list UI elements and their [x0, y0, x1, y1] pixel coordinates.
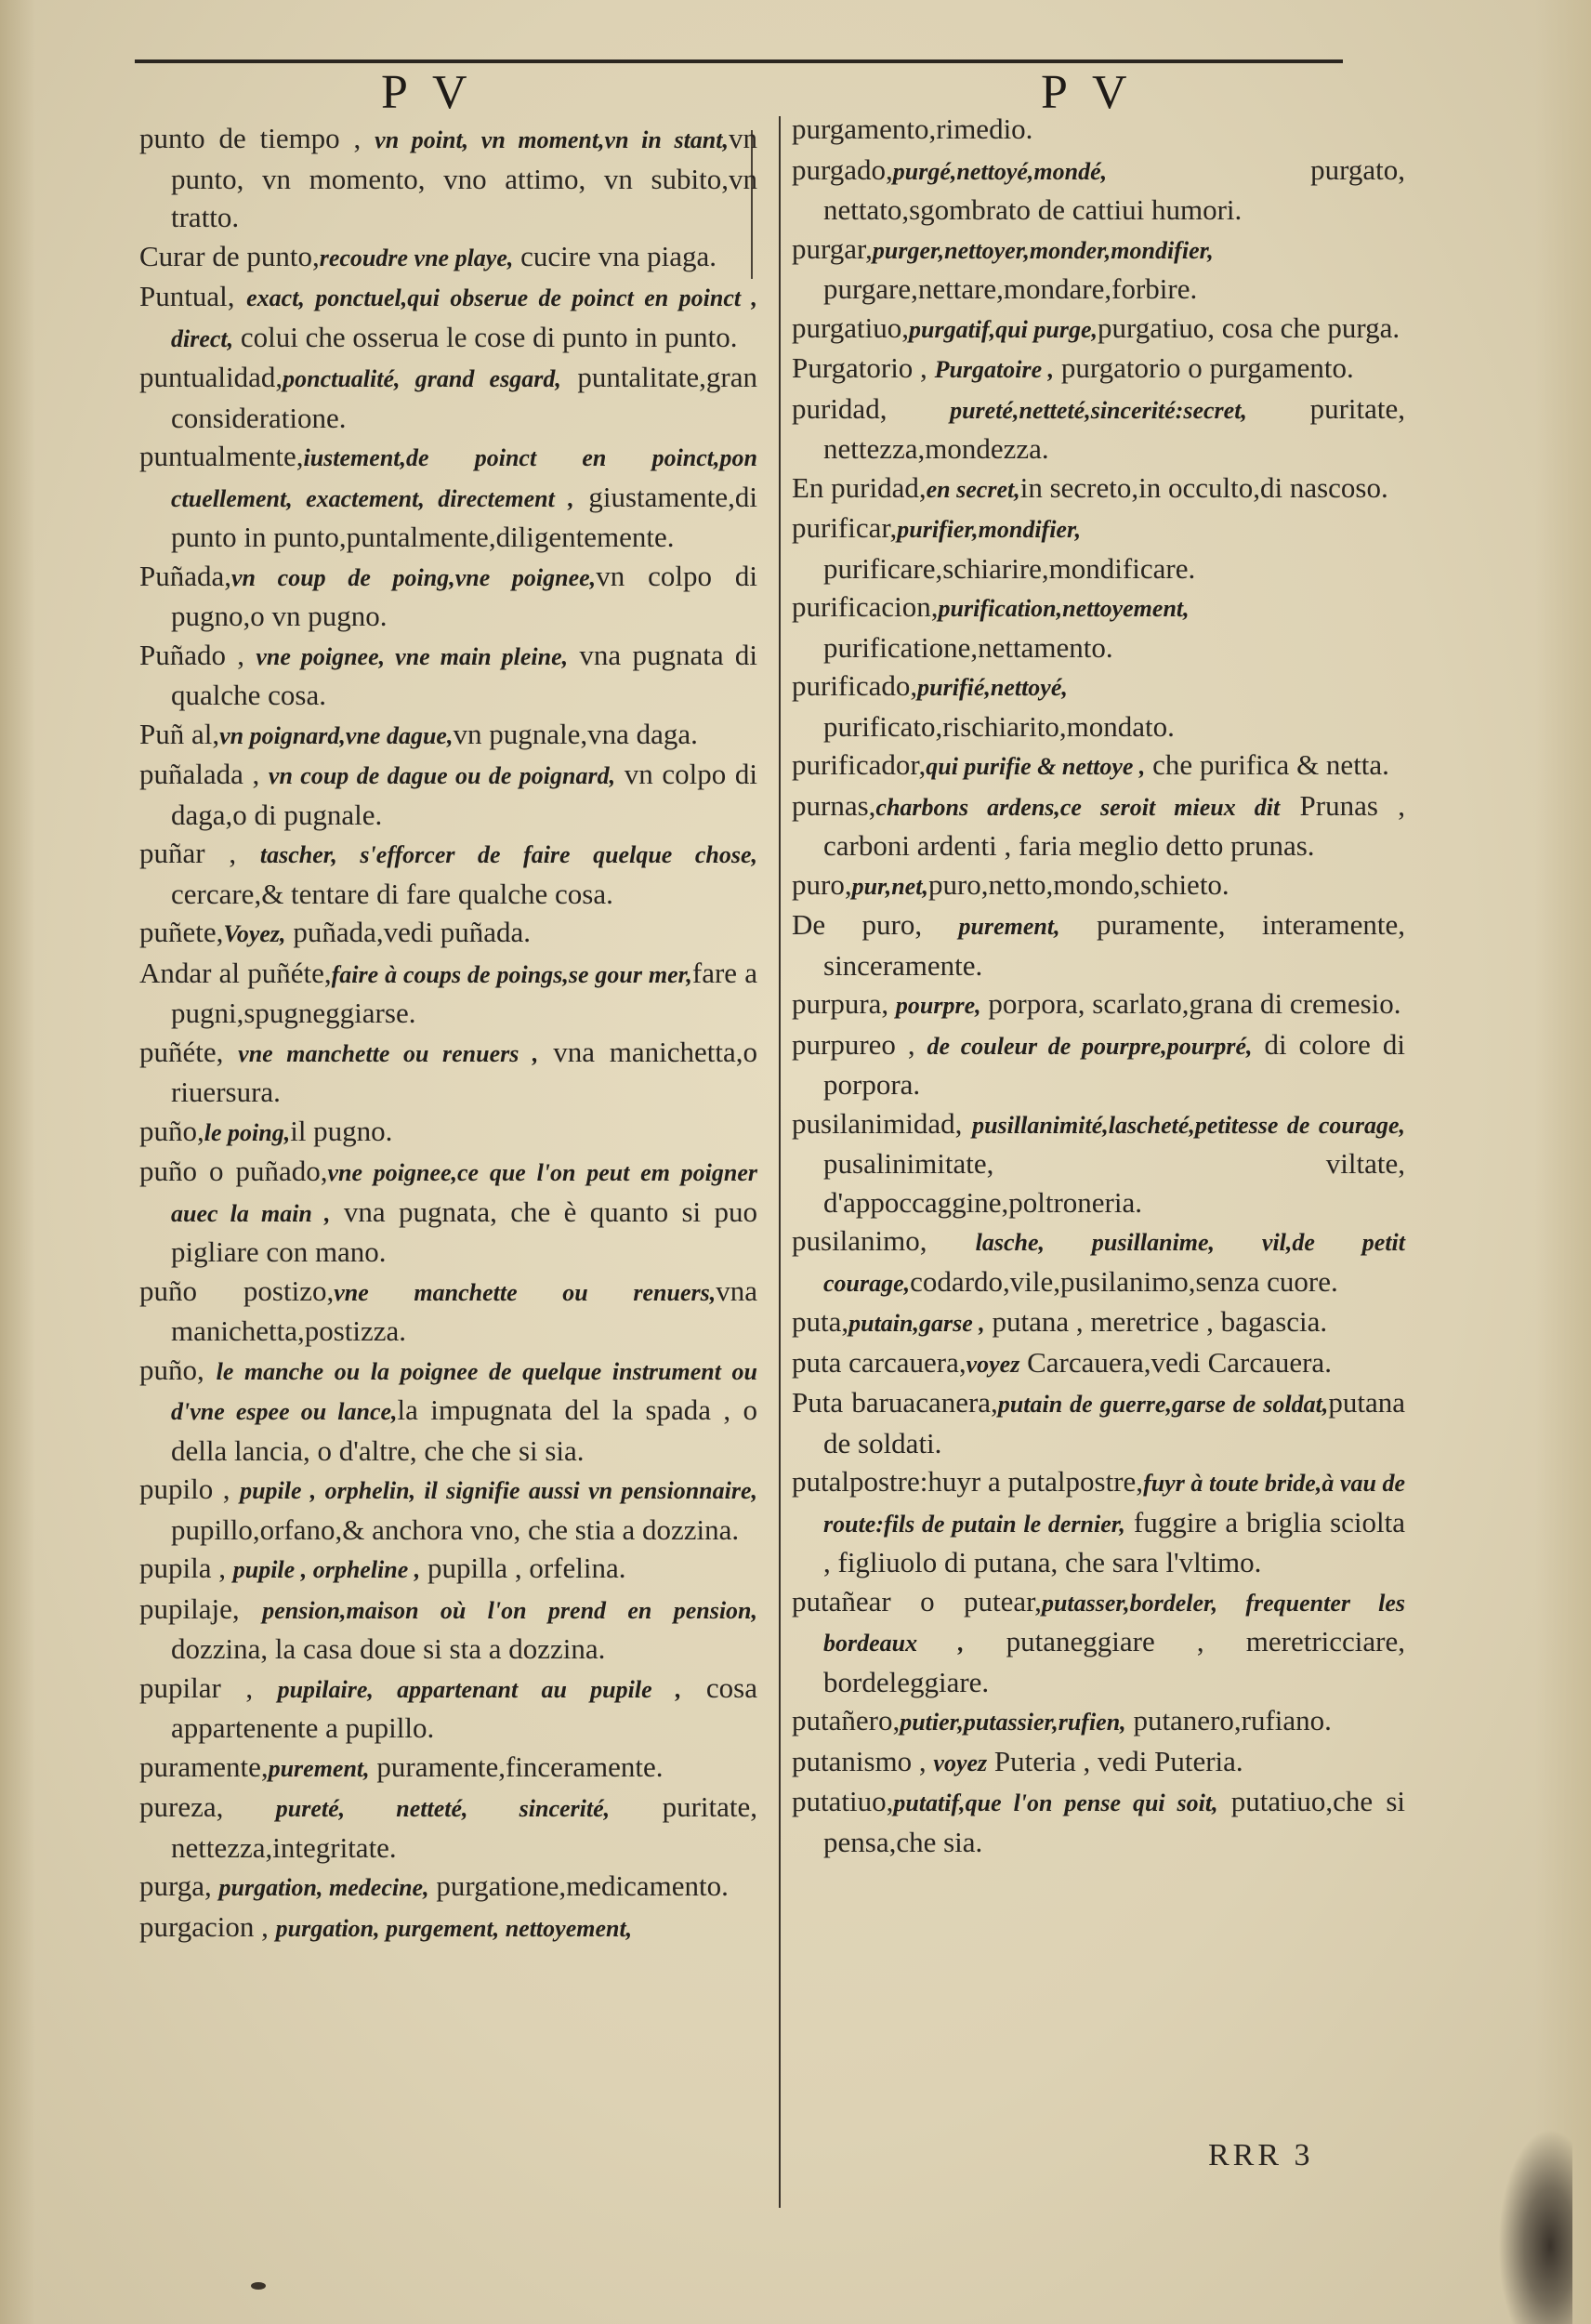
entry-french: de couleur de pourpre,pourpré,: [927, 1032, 1253, 1060]
dictionary-entry: [792, 588, 1405, 667]
entry-french: putatif,que l'on pense qui soit,: [893, 1789, 1218, 1816]
dictionary-entry: [139, 119, 757, 237]
entry-italian: il pugno.: [290, 1114, 393, 1147]
entry-lemma: En puridad,: [792, 470, 927, 504]
top-rule: [135, 59, 1343, 63]
dictionary-entry: [792, 1221, 1405, 1302]
dictionary-entry: [139, 358, 757, 437]
dictionary-entry: [792, 151, 1405, 230]
entry-french: pourpre,: [895, 992, 981, 1019]
dictionary-entry: [139, 636, 757, 715]
entry-french: pupile , orpheline ,: [232, 1556, 421, 1583]
entry-french: purification,nettoyement,: [938, 595, 1190, 622]
entry-french: vne poignee,ce que l'on peut em poigner auec la main ,: [171, 1159, 757, 1227]
entry-italian: vn punto, vn momento, vno attimo, vn subito,vn tratto.: [171, 122, 757, 233]
entry-french: purgation, medecine,: [218, 1874, 429, 1901]
entry-italian: la impugnata del la spada , o della lancia, o d'altre, che che si sia.: [171, 1393, 757, 1467]
entry-lemma: Andar al puñéte,: [139, 956, 332, 989]
dictionary-entry: [139, 1867, 757, 1908]
entry-lemma: putatiuo,: [792, 1785, 894, 1817]
entry-italian: vn colpo di pugno,o vn pugno.: [171, 559, 757, 632]
dictionary-entry: [792, 390, 1405, 469]
entry-italian: Prunas , carboni ardenti , faria meglio detto prunas.: [823, 788, 1405, 862]
entry-french: vne manchette ou renuers,: [334, 1278, 717, 1306]
entry-italian: puritate, nettezza,integritate.: [171, 1790, 757, 1864]
entry-italian: purgatiuo, cosa che purga.: [1098, 310, 1400, 344]
entry-french: pureté,netteté,sincerité:secret,: [950, 396, 1247, 424]
entry-lemma: puñéte,: [139, 1035, 239, 1068]
entry-french: recoudre vne playe,: [319, 244, 514, 271]
entry-italian: pupillo,orfano,& anchora vno, che stia a dozzina.: [171, 1512, 740, 1546]
entry-french: voyez: [966, 1350, 1020, 1378]
entry-french: vn coup de dague ou de poignard,: [268, 762, 616, 789]
entry-lemma: putalpostre:huyr a putalpostre,: [792, 1465, 1144, 1498]
dictionary-entry: [139, 1272, 757, 1351]
entry-french: putier,putassier,rufien,: [900, 1709, 1126, 1736]
entry-lemma: puño,: [139, 1114, 204, 1147]
entry-italian: vn pugnale,vna daga.: [453, 717, 698, 750]
entry-french: pupile , orphelin, il signifie aussi vn pensionnaire,: [240, 1477, 757, 1504]
dictionary-entry: [792, 349, 1405, 390]
entry-french: vn poignard,vne dague,: [219, 721, 454, 749]
entry-italian: porpora, scarlato,grana di cremesio.: [980, 987, 1401, 1020]
entry-lemma: puta carcauera,: [792, 1345, 966, 1379]
entry-lemma: De puro,: [792, 908, 959, 941]
entry-lemma: purgar,: [792, 231, 873, 265]
entry-french: vne poignee, vne main pleine,: [256, 642, 569, 670]
dictionary-entry: [139, 1669, 757, 1748]
entry-lemma: pusilanimidad,: [792, 1106, 973, 1140]
entry-french: purgatif,qui purge,: [909, 315, 1098, 343]
dictionary-entry: [792, 230, 1405, 309]
entry-lemma: Puta baruacanera,: [792, 1386, 998, 1419]
entry-italian: cosa appartenente a pupillo.: [171, 1670, 757, 1744]
entry-lemma: puntualidad,: [139, 361, 283, 393]
dictionary-entry: [139, 237, 757, 278]
entry-italian: giustamente,di punto in punto,puntalmente,diligentemente.: [171, 480, 758, 553]
entry-lemma: puñalada ,: [139, 758, 269, 790]
entry-italian: pupilla , orfelina.: [420, 1552, 626, 1584]
entry-italian: putanero,rufiano.: [1125, 1704, 1332, 1736]
dictionary-entry: [792, 1104, 1405, 1222]
entry-lemma: puño o puñado,: [139, 1155, 328, 1187]
entry-lemma: Puñ al,: [139, 717, 220, 750]
entry-italian: putana , meretrice , bagascia.: [984, 1305, 1328, 1338]
entry-lemma: purgamento,rimedio.: [792, 112, 1033, 145]
entry-lemma: pureza,: [139, 1790, 276, 1823]
entry-french: purifier,mondifier,: [897, 516, 1082, 543]
dictionary-entry: [139, 1748, 757, 1789]
entry-lemma: pupilar ,: [139, 1670, 278, 1704]
dictionary-entry: [139, 1549, 757, 1590]
entry-french: pureté, netteté, sincerité,: [275, 1795, 611, 1822]
entry-italian: purificare,schiarire,mondificare.: [823, 551, 1196, 585]
entry-lemma: puñete,: [139, 916, 224, 948]
entry-italian: putana de soldati.: [823, 1386, 1405, 1459]
dictionary-entry: [139, 1908, 757, 1948]
entry-italian: putatiuo,che si pensa,che sia.: [823, 1785, 1405, 1858]
page-stain: [1498, 2129, 1572, 2324]
entry-italian: fuggire a briglia sciolta , figliuolo di putana, che sara l'vltimo.: [823, 1505, 1405, 1578]
entry-french: le manche ou la poignee de quelque instrument ou d'vne espee ou lance,: [171, 1357, 757, 1425]
entry-lemma: purificar,: [792, 511, 898, 544]
entry-french: pur,net,: [851, 872, 928, 900]
entry-italian: putaneggiare , meretricciare, bordeleggiare.: [823, 1625, 1405, 1698]
entry-italian: purgatione,medicamento.: [428, 1869, 729, 1902]
entry-italian: fare a pugni,spugneggiarse.: [171, 956, 757, 1029]
entry-french: vn point, vn moment,vn in stant,: [375, 126, 729, 153]
dictionary-entry: [792, 865, 1405, 906]
entry-lemma: puramente,: [139, 1750, 269, 1783]
dictionary-entry: [139, 557, 757, 636]
entry-lemma: putañero,: [792, 1704, 901, 1736]
entry-lemma: pusilanimo,: [792, 1224, 976, 1257]
entry-french: pusillanimité,lascheté,petitesse de courage,: [972, 1111, 1405, 1139]
entry-lemma: Purgatorio ,: [792, 351, 935, 384]
entry-lemma: pupilaje,: [139, 1591, 263, 1625]
entry-french: putain de guerre,garse de soldat,: [997, 1391, 1329, 1418]
entry-french: charbons ardens,ce seroit mieux dit: [875, 793, 1281, 821]
dictionary-entry: [139, 1470, 757, 1549]
entry-lemma: punto de tiempo ,: [139, 122, 375, 154]
entry-french: exact, ponctuel,qui obserue de poinct en poinct , direct,: [171, 284, 757, 352]
entry-italian: pusalinimitate, viltate, d'appoccaggine,poltroneria.: [823, 1147, 1405, 1219]
entry-french: purgé,nettoyé,mondé,: [892, 157, 1108, 185]
entry-french: fuyr à toute bride,à vau de route:fils de putain le dernier,: [823, 1470, 1405, 1538]
dictionary-entry: [139, 913, 757, 954]
entry-french: vn coup de poing,vne poignee,: [231, 563, 597, 591]
entry-french: lasche, pusillanime, vil,de petit courage,: [823, 1229, 1405, 1297]
entry-lemma: puta,: [792, 1305, 849, 1338]
dictionary-entry: [139, 1351, 757, 1471]
dictionary-entry: [792, 309, 1405, 350]
entry-lemma: pupila ,: [139, 1552, 233, 1584]
dictionary-entry: [139, 1590, 757, 1669]
dictionary-entry: [139, 437, 757, 557]
entry-french: vne manchette ou renuers ,: [238, 1039, 539, 1067]
entry-french: en secret,: [926, 475, 1020, 503]
entry-italian: puro,netto,mondo,schieto.: [927, 867, 1229, 901]
entry-italian: vna manichetta,o riuersura.: [171, 1035, 757, 1108]
entry-french: faire à coups de poings,se gour mer,: [331, 960, 692, 988]
entry-french: purement,: [958, 913, 1060, 940]
entry-italian: Puteria , vedi Puteria.: [987, 1744, 1243, 1777]
entry-italian: in secreto,in occulto,di nascoso.: [1019, 470, 1388, 504]
dictionary-entry: [139, 755, 757, 834]
dictionary-entry: [139, 834, 757, 913]
entry-french: pension,maison où l'on prend en pension,: [262, 1596, 757, 1624]
entry-french: putasser,bordeler, frequenter les bordeaux ,: [823, 1589, 1405, 1657]
entry-french: voyez: [933, 1749, 988, 1776]
entry-french: tascher, s'efforcer de faire quelque chose,: [259, 841, 757, 868]
entry-lemma: Puntual,: [139, 280, 247, 312]
entry-italian: vna manichetta,postizza.: [171, 1274, 757, 1347]
entry-italian: purgare,nettare,mondare,forbire.: [823, 272, 1198, 305]
entry-french: Voyez,: [223, 920, 286, 947]
entry-italian: puritate, nettezza,mondezza.: [823, 391, 1405, 465]
page-edge-left: [0, 0, 35, 2324]
dictionary-entry: [792, 984, 1405, 1025]
entry-french: putain,garse ,: [848, 1310, 985, 1337]
dictionary-entry: [792, 1742, 1405, 1783]
dictionary-entry: [792, 508, 1405, 588]
entry-italian: dozzina, la casa doue si sta a dozzina.: [171, 1632, 606, 1665]
entry-lemma: purificador,: [792, 748, 927, 781]
entry-french: le poing,: [204, 1118, 291, 1146]
entry-italian: puramente, interamente, sinceramente.: [823, 908, 1405, 982]
entry-italian: puramente,finceramente.: [369, 1750, 664, 1783]
entry-italian: vn colpo di daga,o di pugnale.: [171, 758, 757, 831]
entry-italian: cucire vna piaga.: [513, 239, 717, 272]
entry-french: purement,: [268, 1754, 370, 1782]
entry-lemma: purgatiuo,: [792, 310, 909, 344]
dictionary-entry: [792, 1383, 1405, 1462]
entry-italian: vna pugnata, che è quanto si puo pigliare con mano.: [171, 1195, 758, 1268]
entry-italian: puntalitate,gran consideratione.: [171, 361, 757, 434]
entry-lemma: puro,: [792, 867, 852, 901]
dictionary-entry: [792, 786, 1405, 865]
entry-lemma: purificado,: [792, 669, 918, 702]
running-head-left: P V: [381, 66, 475, 119]
entry-lemma: puridad,: [792, 391, 951, 425]
dictionary-entry: [792, 469, 1405, 509]
entry-french: ponctualité, grand esgard,: [283, 365, 561, 392]
entry-italian: cercare,& tentare di fare qualche cosa.: [171, 877, 613, 910]
dictionary-entry: [792, 1701, 1405, 1742]
dictionary-entry: [792, 1462, 1405, 1582]
dictionary-entry: [792, 1582, 1405, 1702]
running-head-right: P V: [1041, 66, 1135, 119]
entry-italian: vna pugnata di qualche cosa.: [171, 638, 757, 711]
dictionary-entry: [792, 746, 1405, 786]
entry-french: purger,nettoyer,monder,mondifier,: [872, 236, 1214, 264]
dictionary-entry: [792, 667, 1405, 746]
entry-italian: Carcauera,vedi Carcauera.: [1019, 1345, 1332, 1379]
dictionary-entry: [139, 1152, 757, 1272]
dictionary-entry: [792, 1302, 1405, 1343]
left-column: [139, 119, 757, 1948]
entry-french: purifié,nettoyé,: [917, 674, 1068, 701]
dictionary-entry: [792, 1782, 1405, 1861]
right-column: [792, 110, 1405, 1861]
entry-italian: purificato,rischiarito,mondato.: [823, 709, 1175, 743]
entry-italian: purgatorio o purgamento.: [1054, 351, 1354, 384]
entry-italian: colui che osserua le cose di punto in punto.: [233, 320, 738, 353]
entry-lemma: puño postizo,: [139, 1274, 335, 1307]
entry-lemma: puntualmente,: [139, 440, 304, 472]
entry-lemma: purga,: [139, 1869, 219, 1902]
entry-lemma: Puñada,: [139, 559, 232, 592]
entry-lemma: puño,: [139, 1353, 217, 1386]
entry-italian: puñada,vedi puñada.: [285, 916, 531, 948]
entry-lemma: Puñado ,: [139, 638, 256, 671]
entry-italian: di colore di porpora.: [823, 1027, 1405, 1101]
entry-lemma: pupilo ,: [139, 1472, 241, 1505]
entry-french: pupilaire, appartenant au pupile ,: [277, 1675, 682, 1703]
entry-lemma: purpura,: [792, 987, 896, 1020]
entry-italian: che purifica & netta.: [1145, 748, 1389, 781]
entry-french: purgation, purgement, nettoyement,: [275, 1914, 633, 1942]
dictionary-entry: [139, 1112, 757, 1153]
entry-lemma: purgado,: [792, 152, 893, 186]
entry-french: iustement,de poinct en poinct,pon ctuellement, exactement, directement ,: [171, 444, 757, 512]
dictionary-entry: [139, 1033, 757, 1112]
dictionary-entry: [792, 110, 1405, 151]
page-edge-right: [1535, 0, 1591, 2324]
dictionary-entry: [139, 715, 757, 756]
entry-italian: purgato, nettato,sgombrato de cattiui humori.: [823, 152, 1405, 226]
column-divider: [779, 116, 781, 2208]
entry-lemma: purgacion ,: [139, 1909, 276, 1943]
ink-blot: [251, 2282, 266, 2290]
entry-lemma: Curar de punto,: [139, 239, 320, 272]
entry-french: qui purifie & nettoye ,: [926, 753, 1146, 780]
entry-lemma: purificacion,: [792, 590, 939, 623]
entry-french: Purgatoire ,: [934, 356, 1055, 383]
entry-lemma: putañear o putear,: [792, 1584, 1042, 1618]
entry-lemma: purpureo ,: [792, 1027, 927, 1061]
entry-italian: codardo,vile,pusilanimo,senza cuore.: [910, 1264, 1338, 1298]
dictionary-entry: [139, 954, 757, 1033]
entry-lemma: putanismo ,: [792, 1744, 934, 1777]
dictionary-entry: [139, 1788, 757, 1867]
dictionary-entry: [792, 1343, 1405, 1384]
dictionary-entry: [792, 1025, 1405, 1104]
signature-mark: RRR 3: [1208, 2138, 1314, 2172]
entry-lemma: purnas,: [792, 788, 876, 822]
dictionary-entry: [139, 277, 757, 358]
entry-lemma: puñar ,: [139, 837, 260, 869]
dictionary-entry: [792, 905, 1405, 984]
entry-italian: purificatione,nettamento.: [823, 630, 1113, 664]
